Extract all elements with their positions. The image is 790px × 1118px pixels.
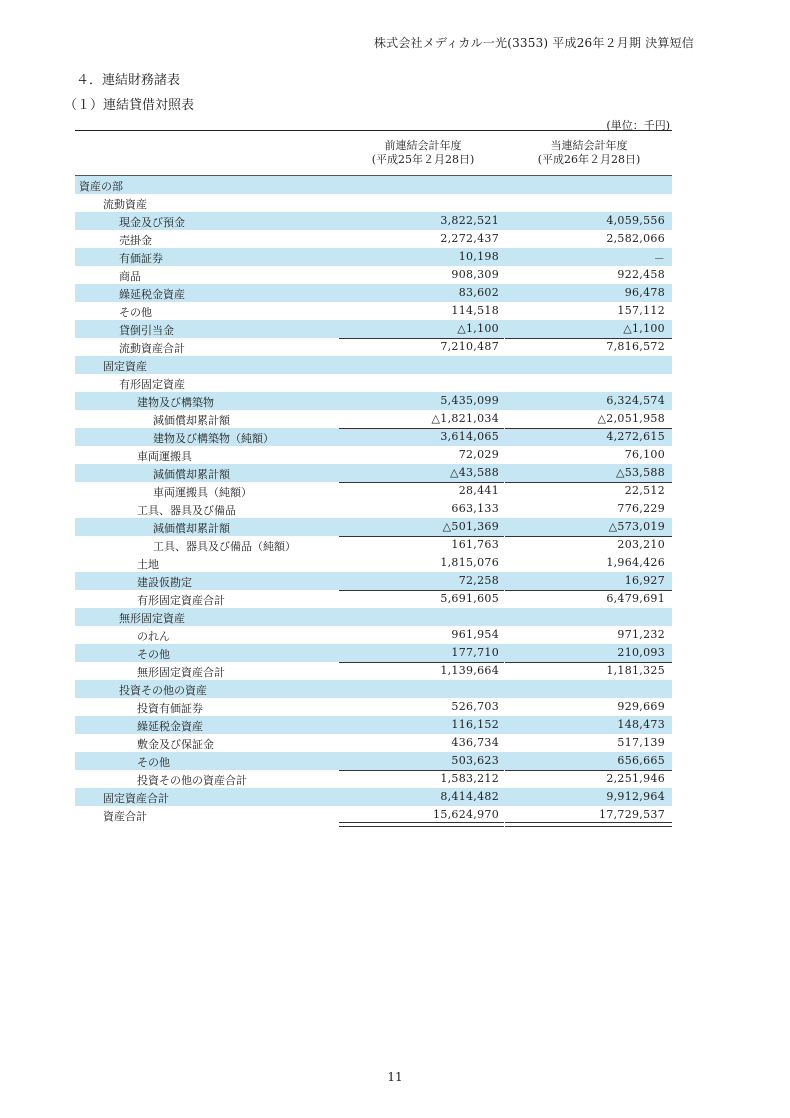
value-curr: 9,912,964 [606,790,665,803]
table-row [75,554,672,572]
value-prev: 72,029 [458,448,499,461]
row-label: 車両運搬具 [137,450,192,463]
value-curr: 4,059,556 [606,214,665,227]
row-label: のれん [137,630,170,643]
value-curr: 210,093 [617,646,665,659]
value-prev: 436,734 [451,736,499,749]
column-header-row [75,131,672,176]
table-row [75,284,672,302]
value-curr: 6,479,691 [606,592,665,605]
table-row [75,302,672,320]
value-curr: △2,051,958 [597,412,665,425]
table-row [75,176,672,194]
table-row [75,788,672,806]
row-label: 車両運搬具（純額） [153,486,252,499]
value-curr: 4,272,615 [606,430,665,443]
table-row [75,194,672,212]
table-row [75,752,672,770]
value-curr: 776,229 [617,502,665,515]
row-label: 投資その他の資産 [119,684,207,697]
row-label: その他 [137,648,170,661]
table-row [75,446,672,464]
value-curr: △53,588 [615,466,665,479]
value-prev: 961,954 [451,628,499,641]
value-prev: 116,152 [451,718,499,731]
value-curr: 656,665 [617,754,665,767]
row-label: 繰延税金資産 [137,720,203,733]
value-curr: 76,100 [624,448,665,461]
row-label: 無形固定資産 [119,612,185,625]
table-row [75,644,672,662]
value-prev: 663,133 [451,502,499,515]
table-row [75,536,672,554]
table-row [75,680,672,698]
value-curr: 148,473 [617,718,665,731]
row-label: 資産合計 [103,810,147,823]
value-prev: 28,441 [458,484,499,497]
row-label: 有形固定資産 [119,378,185,391]
row-label: 建設仮勘定 [137,576,192,589]
value-prev: △43,588 [449,466,499,479]
table-row [75,392,672,410]
table-row [75,410,672,428]
sum-rule [505,822,672,827]
row-label: 流動資産 [103,198,147,211]
row-label: 敷金及び保証金 [137,738,214,751]
sum-rule [339,822,504,827]
row-label: 建物及び構築物（純額） [153,432,274,445]
value-prev: 3,822,521 [440,214,499,227]
table-row [75,770,672,788]
table-row [75,212,672,230]
unit-label: (単位：千円) [606,119,670,132]
table-row [75,230,672,248]
subsection-title: （１）連結貸借対照表 [64,98,195,113]
value-curr: 16,927 [624,574,665,587]
table-body [75,176,672,824]
row-label: 投資有価証券 [137,702,203,715]
value-prev: 161,763 [451,538,499,551]
row-label: 減価償却累計額 [153,468,230,481]
value-prev: 7,210,487 [440,340,499,353]
row-label: 建物及び構築物 [137,396,214,409]
row-label: 固定資産合計 [103,792,169,805]
page-number: 11 [387,1070,403,1084]
value-curr: 517,139 [617,736,665,749]
value-prev: 10,198 [458,250,499,263]
row-label: 資産の部 [79,180,123,193]
value-prev: △1,821,034 [431,412,499,425]
value-prev: 1,583,212 [440,772,499,785]
page-header: 株式会社メディカル一光(3353) 平成26年２月期 決算短信 [373,36,694,50]
value-prev: 2,272,437 [440,232,499,245]
table-row [75,626,672,644]
table-row [75,518,672,536]
table-row [75,248,672,266]
table-row [75,482,672,500]
value-prev: △501,369 [442,520,499,533]
table-row [75,428,672,446]
value-curr: 922,458 [617,268,665,281]
row-label: 減価償却累計額 [153,414,230,427]
row-label: 繰延税金資産 [119,288,185,301]
value-curr: △573,019 [608,520,665,533]
row-label: 工具、器具及び備品 [137,504,236,517]
value-curr: 929,669 [617,700,665,713]
value-prev: 908,309 [451,268,499,281]
value-curr: 7,816,572 [606,340,665,353]
row-label: 固定資産 [103,360,147,373]
value-prev: 83,602 [458,286,499,299]
row-label: 現金及び預金 [119,216,185,229]
table-row [75,806,672,824]
value-curr: △1,100 [623,322,665,335]
value-prev: 114,518 [451,304,499,317]
row-label: その他 [119,306,152,319]
value-prev: 1,815,076 [440,556,499,569]
table-row [75,464,672,482]
value-prev: 526,703 [451,700,499,713]
row-label: 無形固定資産合計 [137,666,225,679]
table-row [75,500,672,518]
table-row [75,716,672,734]
table-row [75,698,672,716]
row-label: 有価証券 [119,252,163,265]
table-row [75,374,672,392]
table-row [75,734,672,752]
value-prev: 1,139,664 [440,664,499,677]
row-label: 売掛金 [119,234,152,247]
table-row [75,662,672,680]
value-curr: 2,251,946 [606,772,665,785]
value-prev: 5,691,605 [440,592,499,605]
value-curr: 157,112 [617,304,665,317]
row-label: 貸倒引当金 [119,324,174,337]
value-prev: 5,435,099 [440,394,499,407]
value-curr: 203,210 [617,538,665,551]
table-row [75,320,672,338]
value-curr: 2,582,066 [606,232,665,245]
value-curr: 96,478 [624,286,665,299]
value-curr: 6,324,574 [606,394,665,407]
value-prev: △1,100 [457,322,499,335]
row-label: 商品 [119,270,141,283]
row-label: 土地 [137,558,159,571]
table-row [75,356,672,374]
value-prev: 3,614,065 [440,430,499,443]
row-label: 投資その他の資産合計 [137,774,247,787]
table-row [75,338,672,356]
table-row [75,608,672,626]
table-row [75,590,672,608]
column-header-prev: 前連結会計年度 (平成25年２月28日) [371,139,475,166]
row-label: 工具、器具及び備品（純額） [153,540,296,553]
balance-sheet-table [75,130,672,824]
value-prev: 8,414,482 [440,790,499,803]
value-curr: 1,964,426 [606,556,665,569]
row-label: 有形固定資産合計 [137,594,225,607]
value-curr: － [653,252,665,265]
column-header-curr: 当連結会計年度 (平成26年２月28日) [537,139,641,166]
value-curr: 22,512 [624,484,665,497]
row-label: 流動資産合計 [119,342,185,355]
value-prev: 15,624,970 [433,808,499,821]
row-label: その他 [137,756,170,769]
value-curr: 17,729,537 [599,808,665,821]
table-row [75,572,672,590]
value-curr: 971,232 [617,628,665,641]
table-row [75,266,672,284]
value-prev: 503,623 [451,754,499,767]
value-prev: 72,258 [458,574,499,587]
row-label: 減価償却累計額 [153,522,230,535]
value-prev: 177,710 [451,646,499,659]
value-curr: 1,181,325 [606,664,665,677]
section-title: ４．連結財務諸表 [76,73,181,88]
